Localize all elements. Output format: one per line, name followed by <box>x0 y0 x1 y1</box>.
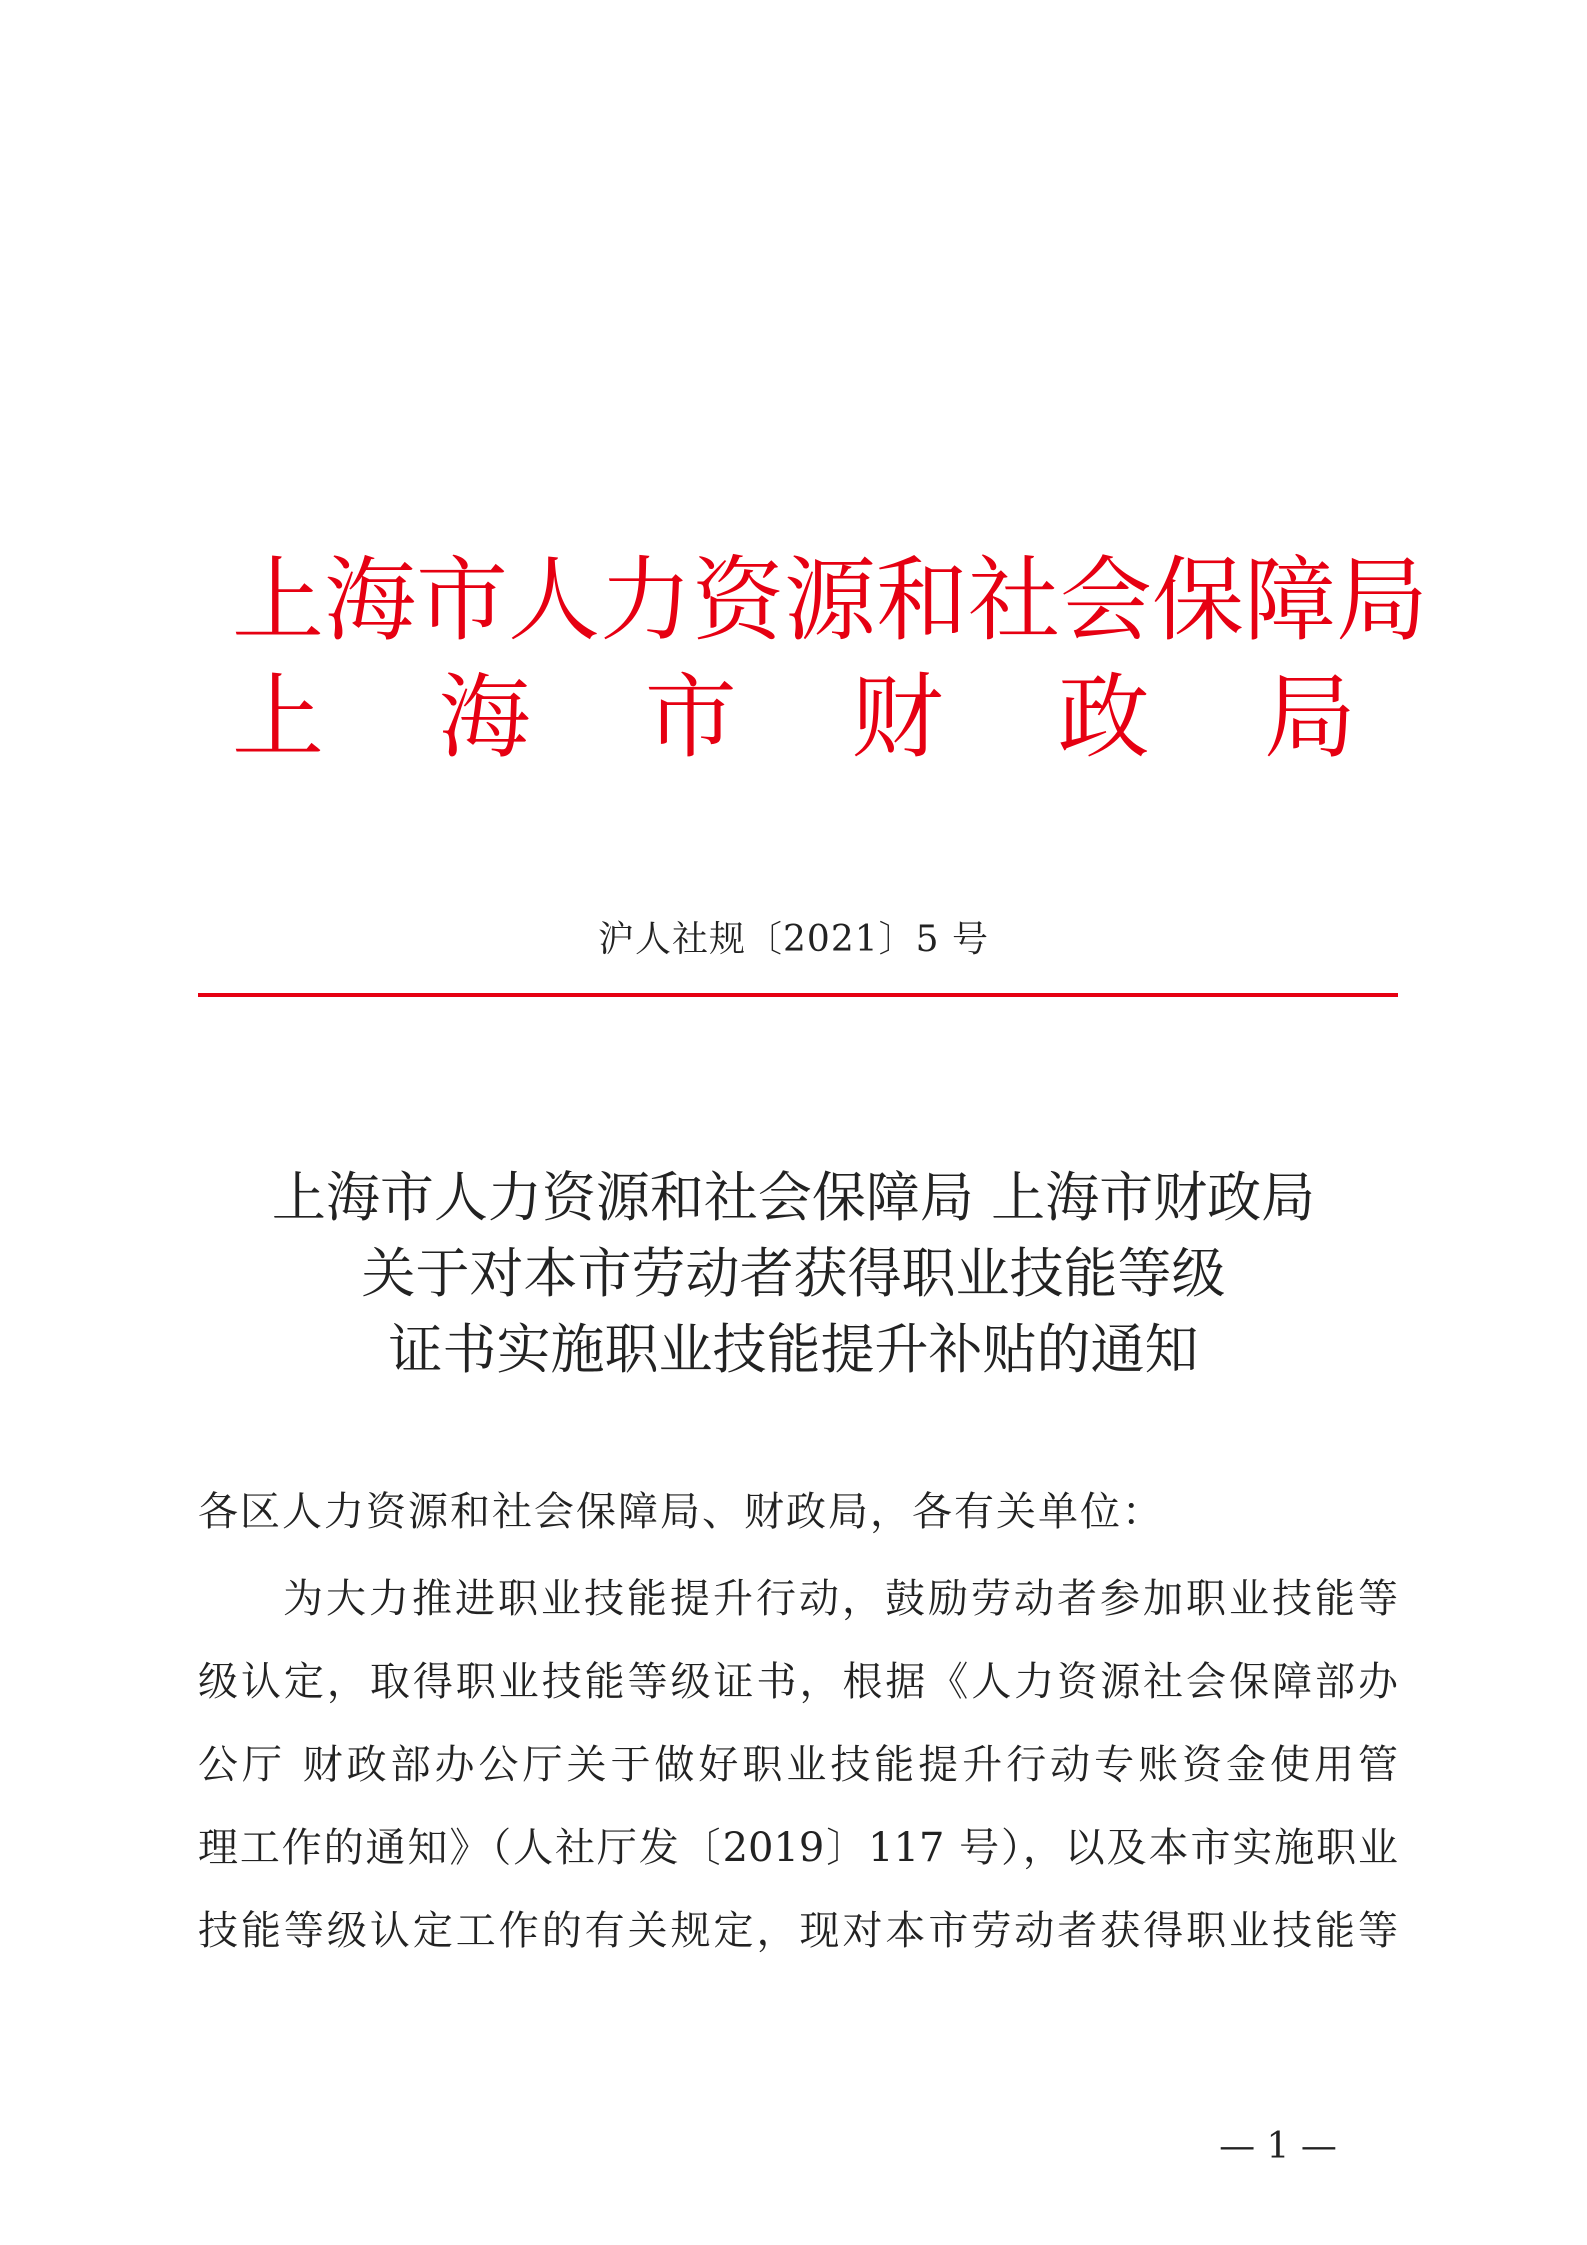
document-title-line-3: 证书实施职业技能提升补贴的通知 <box>388 1318 1199 1381</box>
document-title-line-1: 上海市人力资源和社会保障局 上海市财政局 <box>271 1166 1316 1229</box>
paragraph-line: 理工作的通知》（人社厅发〔2019〕117 号），以及本市实施职业 <box>198 1825 1398 1871</box>
issuer-header-finance: 上 海 市 财 政 局 <box>232 664 1356 771</box>
paragraph-line: 技能等级认定工作的有关规定，现对本市劳动者获得职业技能等 <box>198 1908 1398 1954</box>
issuer-header-hrss: 上海市人力资源和社会保障局 <box>232 547 1429 654</box>
document-number: 沪人社规〔2021〕5 号 <box>598 919 989 960</box>
red-divider-line <box>198 993 1398 997</box>
paragraph-line: 公厅 财政部办公厅关于做好职业技能提升行动专账资金使用管 <box>198 1742 1398 1788</box>
page-number: — 1 — <box>1219 2126 1337 2167</box>
paragraph-line: 级认定，取得职业技能等级证书，根据《人力资源社会保障部办 <box>198 1659 1398 1705</box>
salutation: 各区人力资源和社会保障局、财政局，各有关单位： <box>198 1489 1164 1535</box>
paragraph-line: 为大力推进职业技能提升行动，鼓励劳动者参加职业技能等 <box>283 1576 1398 1622</box>
document-title-line-2: 关于对本市劳动者获得职业技能等级 <box>361 1242 1226 1305</box>
